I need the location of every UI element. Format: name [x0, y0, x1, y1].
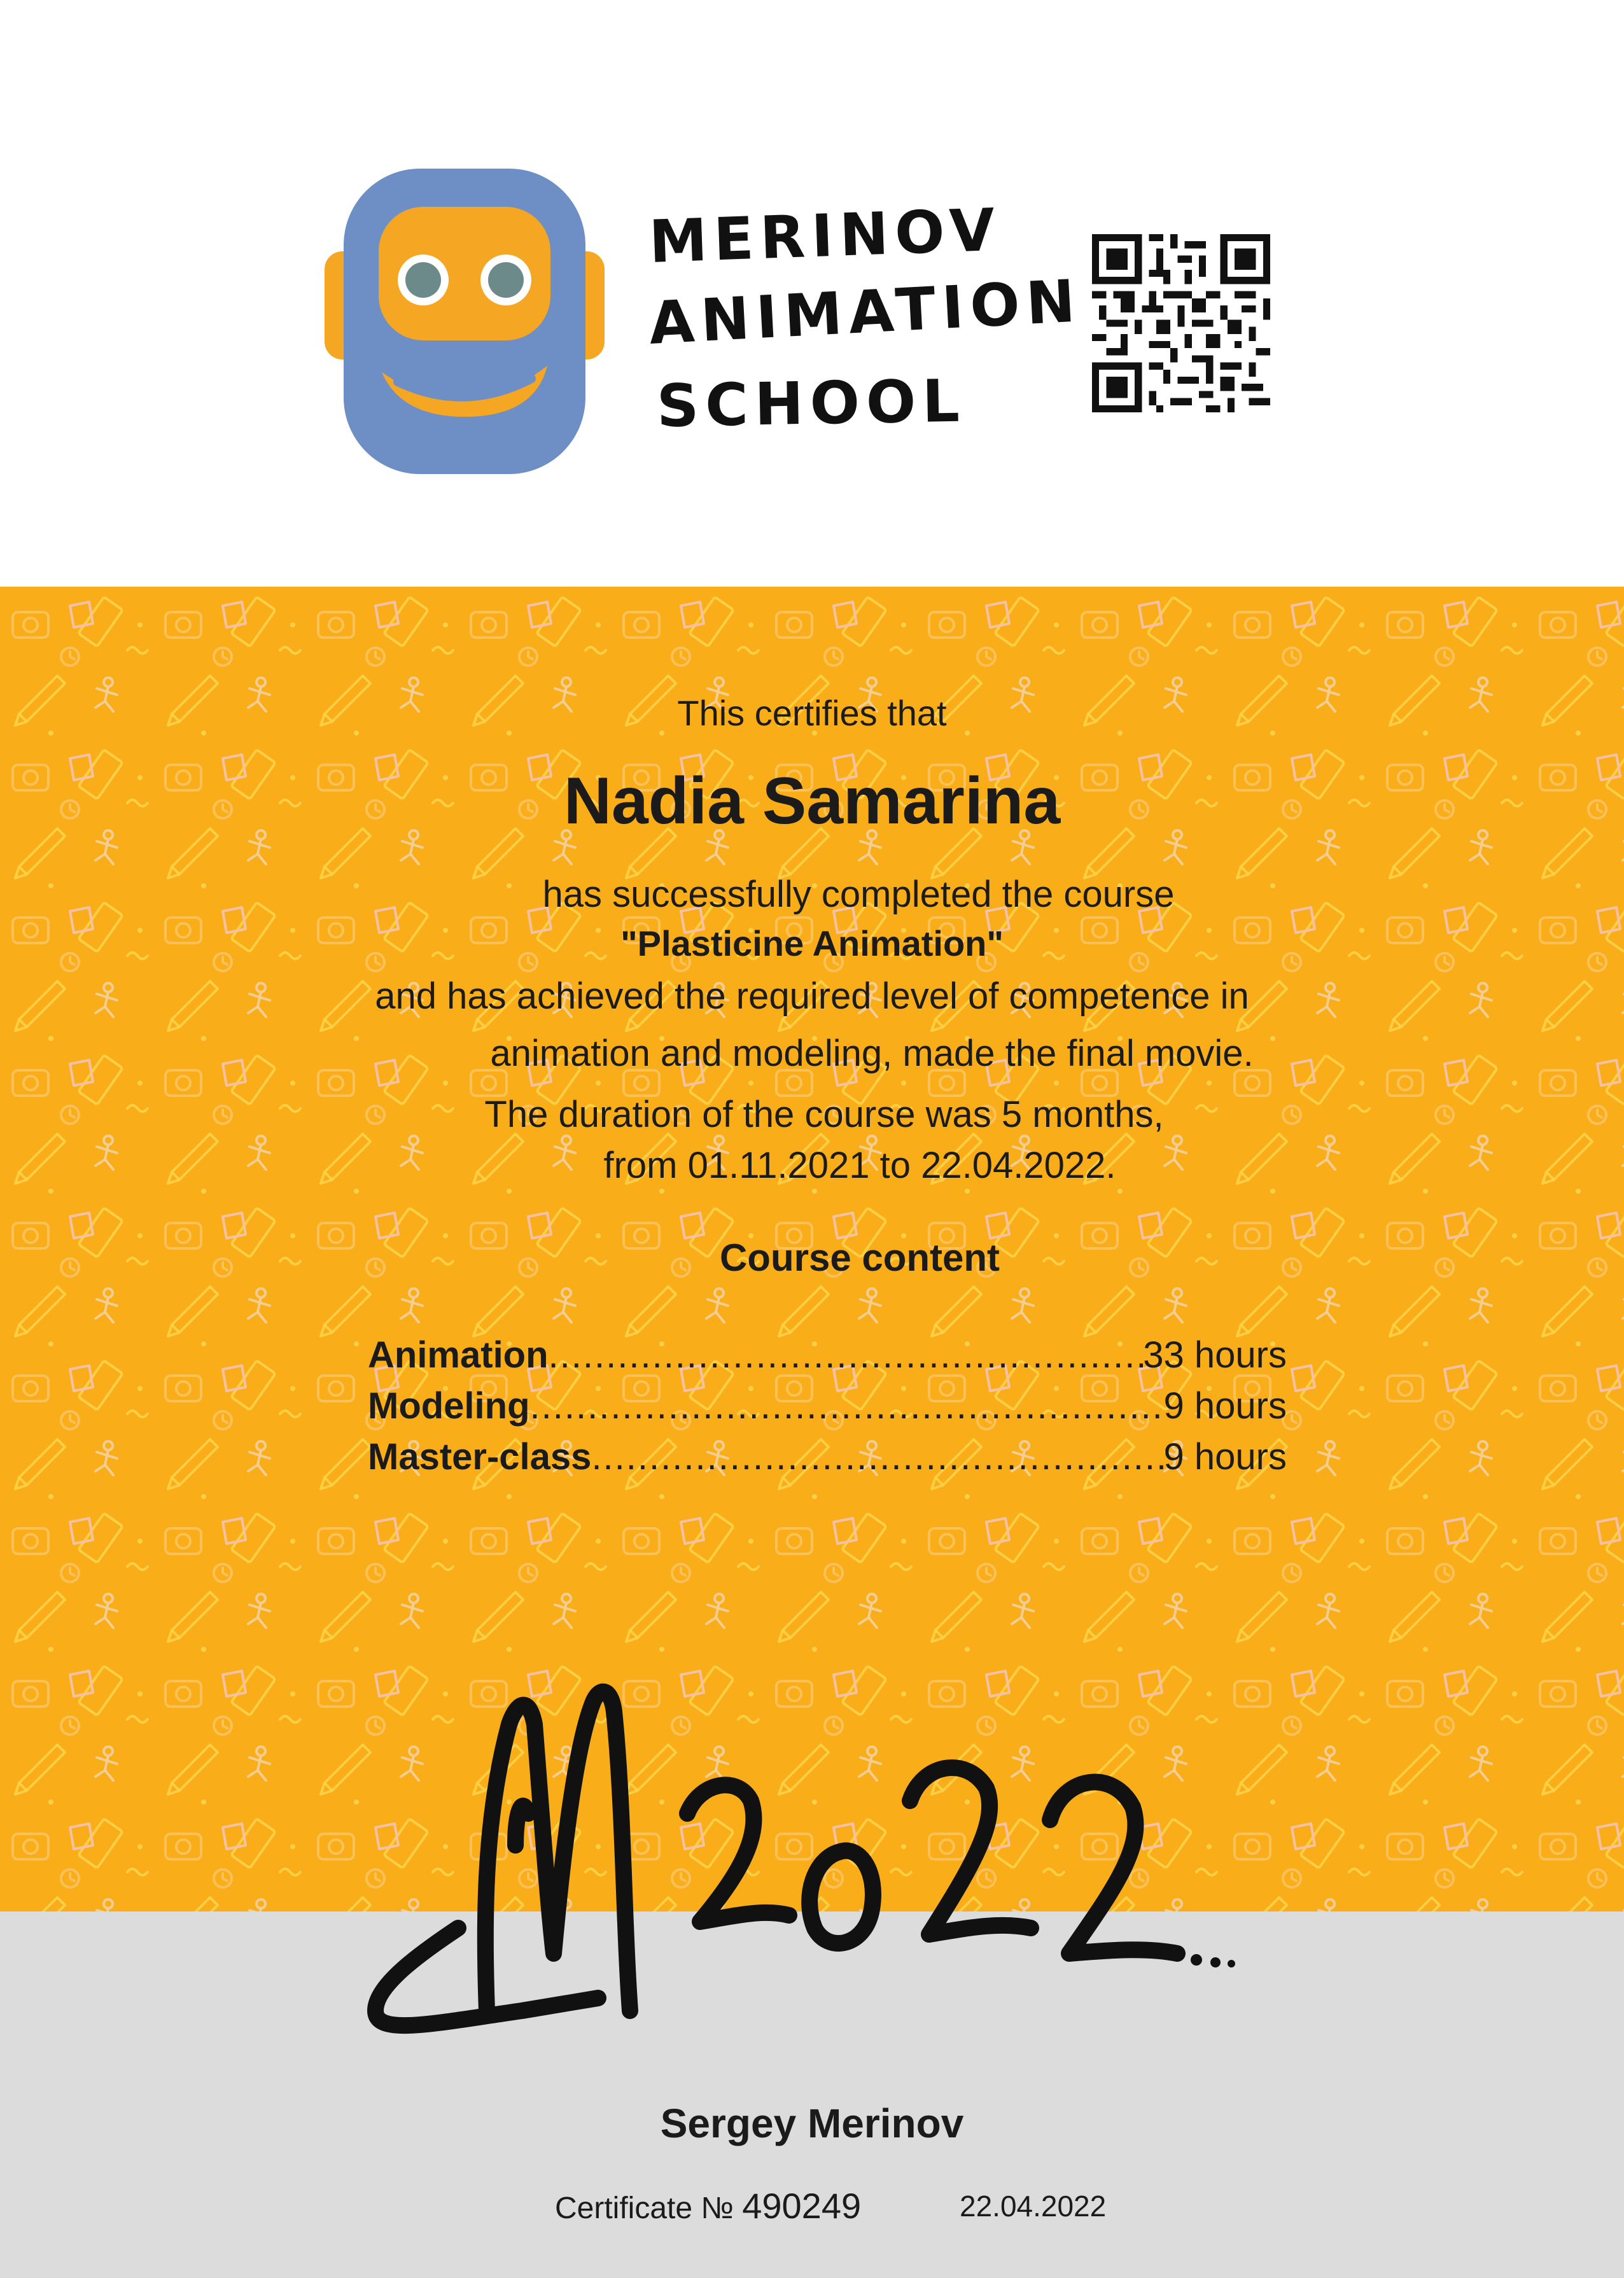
content-item-name: Animation	[368, 1334, 549, 1376]
certificate-header	[0, 0, 1624, 587]
completed-text: has successfully completed the course	[542, 874, 1175, 915]
content-item-hours: 33 hours	[1143, 1334, 1287, 1376]
course-content-heading: Course content	[719, 1236, 1000, 1279]
qr-code-icon	[1092, 234, 1270, 412]
dot-leader	[549, 1334, 1144, 1376]
content-item-hours: 9 hours	[1163, 1385, 1287, 1427]
achieved-text-line-2: animation and modeling, made the final movie.	[490, 1033, 1254, 1074]
school-name-line-3: SCHOOL	[656, 367, 967, 440]
achieved-text-line-1: and has achieved the required level of competence in	[375, 975, 1249, 1017]
dates-text: from 01.11.2021 to 22.04.2022.	[603, 1145, 1116, 1186]
robot-face-icon	[325, 162, 605, 480]
school-name-logo	[647, 195, 1084, 449]
list-item	[368, 1385, 1287, 1436]
certificate-number: 490249	[742, 2186, 862, 2226]
signature-image	[356, 1654, 1260, 2062]
signer-name: Sergey Merinov	[660, 2100, 964, 2146]
course-title: "Plasticine Animation"	[620, 923, 1004, 963]
school-name-line-2: ANIMATION	[647, 267, 1084, 358]
content-item-hours: 9 hours	[1163, 1436, 1287, 1478]
certificate-number-label: Certificate №	[555, 2191, 734, 2225]
certificate-date: 22.04.2022	[960, 2190, 1107, 2223]
dot-leader	[591, 1436, 1163, 1478]
school-name-line-1: MERINOV	[648, 195, 1002, 276]
course-content-list	[368, 1334, 1287, 1486]
content-item-name: Modeling	[368, 1385, 530, 1427]
duration-text: The duration of the course was 5 months,	[484, 1094, 1164, 1135]
recipient-name: Nadia Samarina	[563, 764, 1061, 838]
dot-leader	[530, 1385, 1164, 1427]
list-item	[368, 1334, 1287, 1385]
certificate-number-line	[555, 2185, 861, 2226]
content-item-name: Master-class	[368, 1436, 592, 1478]
list-item	[368, 1436, 1287, 1486]
certifies-text: This certifies that	[677, 693, 947, 733]
